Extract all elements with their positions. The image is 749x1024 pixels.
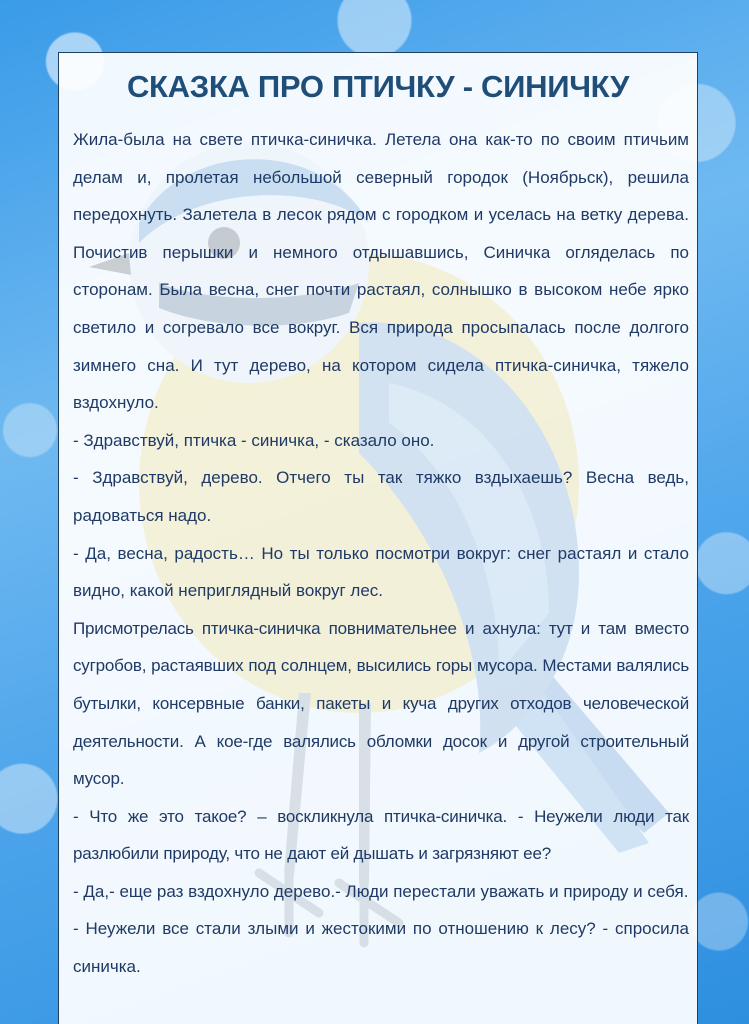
story-paragraph: - Здравствуй, птичка - синичка, - сказало оно.	[73, 430, 435, 450]
story-paragraph: Присмотрелась птичка-синичка повнимательнее и ахнула: тут и там вместо сугробов, растаявших под солнцем, высились горы мусора. Местами валялись бутылки, консервные банки, пакеты и куча других отходов человеческой деятельности. А кое-где валялись обломки досок и другой строительный мусор.	[73, 618, 689, 789]
story-paragraph: - Да,- еще раз вздохнуло дерево.- Люди перестали уважать и природу и себя.	[73, 881, 689, 901]
story-paragraph: - Что же это такое? – воскликнула птичка-синичка. - Неужели люди так разлюбили природу, что не дают ей дышать и загрязняют ее?	[73, 806, 689, 864]
story-page	[58, 52, 698, 1024]
story-paragraph: - Да, весна, радость… Но ты только посмотри вокруг: снег растаял и стало видно, какой неприглядный вокруг лес.	[73, 543, 689, 601]
story-paragraph: - Неужели все стали злыми и жестокими по отношению к лесу? - спросила синичка.	[73, 919, 689, 977]
story-paragraph: Жила-была на свете птичка-синичка. Летела она как-то по своим птичьим делам и, пролетая небольшой северный городок (Ноябрьск), решила передохнуть. Залетела в лесок рядом с городком и уселась на ветку дерева. Почистив перышки и немного отдышавшись, Синичка огляделась по сторонам. Была весна, снег почти растаял, солнышко в высоком небе ярко светило и согревало все вокруг. Вся природа просыпалась после долгого зимнего сна. И тут дерево, на котором сидела птичка-синичка, тяжело вздохнуло.	[73, 130, 689, 413]
story-text	[59, 121, 697, 986]
story-paragraph: - Здравствуй, дерево. Отчего ты так тяжко вздыхаешь? Весна ведь, радоваться надо.	[73, 468, 689, 525]
page-title: СКАЗКА ПРО ПТИЧКУ - СИНИЧКУ	[126, 69, 630, 104]
